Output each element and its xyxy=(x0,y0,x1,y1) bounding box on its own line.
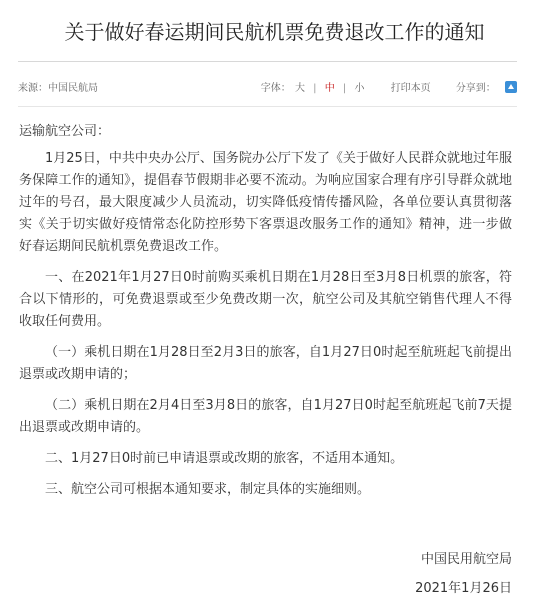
body-paragraph: （一）乘机日期在1月28日至2月3日的旅客，自1月27日0时起至航班起飞前提出退票或改期申请的； xyxy=(19,345,512,382)
title-divider xyxy=(18,61,517,62)
font-size-label: 字体： xyxy=(260,83,291,94)
article-meta-bar xyxy=(18,80,517,98)
body-paragraph: 三、航空公司可根据本通知要求，制定具体的实施细则。 xyxy=(45,482,371,497)
article-tools xyxy=(261,80,517,98)
article-body xyxy=(19,121,512,510)
body-paragraph: （二）乘机日期在2月4日至3月8日的旅客，自1月27日0时起至航班起飞前7天提出退票或改期申请的。 xyxy=(19,398,512,435)
share-icon[interactable] xyxy=(505,81,517,93)
font-size-medium-button[interactable]: 中 xyxy=(324,83,335,94)
separator: | xyxy=(342,83,347,94)
body-paragraph: 二、1月27日0时前已申请退票或改期的旅客，不适用本通知。 xyxy=(45,451,404,466)
font-size-small-button[interactable]: 小 xyxy=(354,83,365,94)
salutation: 运输航空公司： xyxy=(19,124,111,139)
body-paragraph: 1月25日，中共中央办公厅、国务院办公厅下发了《关于做好人民群众就地过年服务保障工作的通知》，提倡春节假期非必要不流动。为响应国家合理有序引导群众就地过年的号召，最大限度减少人员流动，切实降低疫情传播风险，各单位要认真贯彻落实《关于切实做好疫情常态化防控形势下客票退改服务工作的通知》精神，进一步做好春运期间民航机票免费退改工作。 xyxy=(19,151,512,254)
separator: | xyxy=(313,83,317,94)
share-label: 分享到： xyxy=(455,83,496,94)
font-size-large-button[interactable]: 大 xyxy=(294,83,305,94)
source-label: 来源：中国民航局 xyxy=(18,83,98,94)
meta-divider xyxy=(18,106,517,107)
print-page-link[interactable]: 打印本页 xyxy=(390,83,431,94)
signature-org: 中国民用航空局 xyxy=(420,552,512,567)
body-paragraph: 一、在2021年1月27日0时前购买乘机日期在1月28日至3月8日机票的旅客，符合以下情形的，可免费退票或至少免费改期一次，航空公司及其航空销售代理人不得收取任何费用。 xyxy=(19,270,512,329)
signature-date: 2021年1月26日 xyxy=(415,581,512,596)
page-title: 关于做好春运期间民航机票免费退改工作的通知 xyxy=(64,20,485,44)
